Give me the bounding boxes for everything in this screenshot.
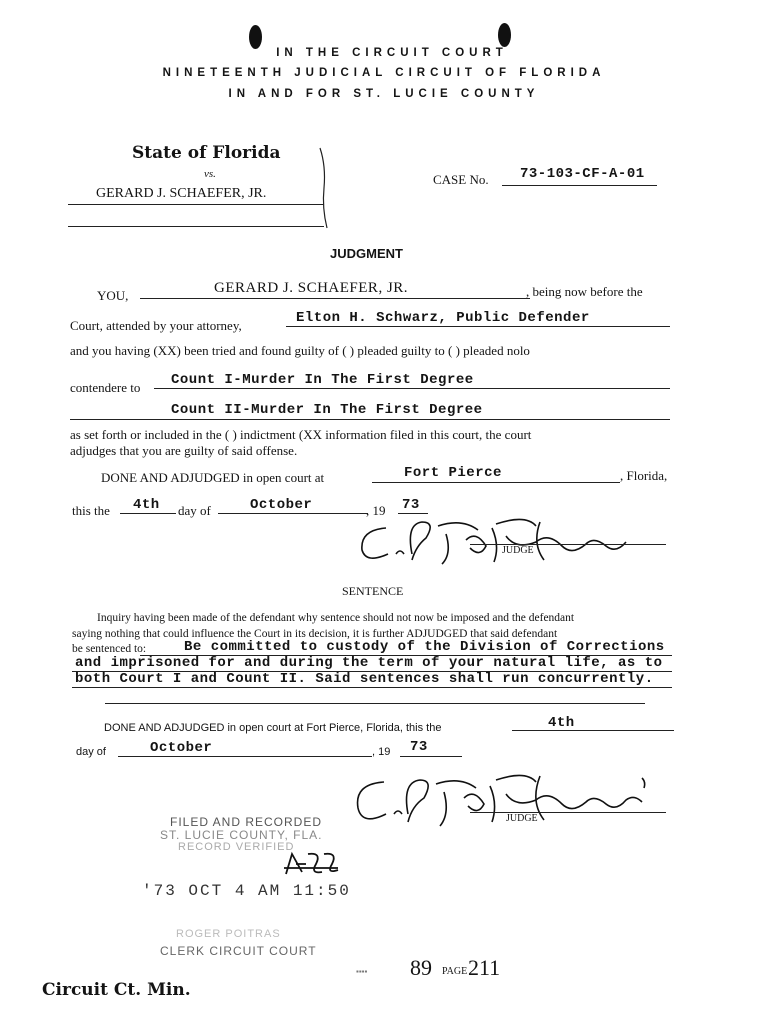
court-header-line3: IN AND FOR ST. LUCIE COUNTY (228, 88, 540, 100)
sentence-title: SENTENCE (342, 584, 404, 598)
punch-hole-right (498, 23, 511, 47)
judgment-place: Fort Pierce (404, 465, 502, 481)
sentence-text-1: Be committed to custody of the Division of Corrections (184, 639, 665, 655)
sentence-para-2: saying nothing that could influence the Court in its decision, it is further ADJUDGED that said defendant (72, 628, 558, 640)
state-of-florida: State of Florida (132, 143, 281, 163)
judge-label-1: JUDGE (502, 545, 534, 556)
sentence-done-adjudged: DONE AND ADJUDGED in open court at Fort Pierce, Florida, this the (104, 722, 442, 734)
sentence-text-2: and imprisoned for and during the term of your natural life, as to (75, 655, 663, 671)
count-1: Count I-Murder In The First Degree (171, 372, 474, 388)
judgment-month: October (250, 497, 313, 513)
day-of-label: day of (178, 503, 211, 518)
you-label: YOU, (97, 288, 129, 303)
attorney-name: Elton H. Schwarz, Public Defender (296, 310, 590, 326)
sentenced-to-label: be sentenced to: (72, 643, 147, 655)
having-text: and you having (XX) been tried and found guilty of ( ) pleaded guilty to ( ) pleaded nolo (70, 343, 530, 358)
sentence-day-of-label: day of (76, 746, 106, 758)
judge-label-2: JUDGE (506, 813, 538, 824)
judgment-defendant-name: GERARD J. SCHAEFER, JR. (214, 280, 409, 296)
stamp-datetime: '73 OCT 4 AM 11:50 (142, 882, 351, 900)
judgment-year-prefix: , 19 (366, 503, 386, 518)
court-attended-text: Court, attended by your attorney, (70, 318, 242, 333)
count-2: Count II-Murder In The First Degree (171, 402, 483, 418)
case-label: CASE No. (433, 172, 489, 187)
attorney-line (286, 326, 670, 327)
judgment-day-line (120, 513, 176, 514)
done-adjudged-text: DONE AND ADJUDGED in open court at (101, 470, 325, 485)
judgment-year: 73 (402, 497, 420, 513)
sentence-line-3 (72, 687, 672, 688)
court-header-line2: NINETEENTH JUDICIAL CIRCUIT OF FLORIDA (162, 67, 606, 79)
page-number: 211 (468, 955, 501, 980)
sentence-para-1: Inquiry having been made of the defendant why sentence should not now be imposed and the defendant (97, 612, 575, 624)
caption-rule-2 (68, 226, 324, 227)
contendere-label: contendere to (70, 380, 141, 395)
caption-brace (318, 146, 332, 230)
caption-defendant: GERARD J. SCHAEFER, JR. (96, 186, 267, 201)
circuit-ct-min: Circuit Ct. Min. (42, 980, 191, 1000)
count-1-line (154, 388, 670, 389)
sentence-text-3: both Court I and Count II. Said sentences shall run concurrently. (75, 671, 654, 687)
count-2-line (70, 419, 670, 420)
defendant-name-line (140, 298, 530, 299)
clerk-initials (282, 848, 342, 878)
book-page-mark: ▪▪▪▪ (356, 967, 368, 976)
sentence-line-4 (105, 703, 645, 704)
judge-line-1 (470, 544, 666, 545)
sentence-day: 4th (548, 715, 575, 731)
stamp-clerk-title: CLERK CIRCUIT COURT (160, 944, 317, 958)
sentence-day-line (512, 730, 674, 731)
sentence-year-line (400, 756, 462, 757)
punch-hole-left (249, 25, 262, 49)
court-header-line1: IN THE CIRCUIT COURT (276, 47, 508, 59)
stamp-record-verified: RECORD VERIFIED (178, 841, 295, 853)
adjudges-text: adjudges that you are guilty of said offense. (70, 443, 298, 458)
sentence-year-prefix: , 19 (372, 746, 391, 758)
sentence-month: October (150, 740, 213, 756)
judgment-month-line (218, 513, 368, 514)
florida-text: , Florida, (620, 468, 668, 483)
case-number-line (502, 185, 657, 186)
being-before-text: , being now before the (526, 284, 643, 299)
judgment-day: 4th (133, 497, 160, 513)
sentence-month-line (118, 756, 372, 757)
stamp-filed-recorded: FILED AND RECORDED (170, 815, 323, 829)
this-the-label: this the (72, 503, 110, 518)
case-number: 73-103-CF-A-01 (520, 166, 645, 182)
judgment-title: JUDGMENT (330, 246, 403, 261)
judge-signature-1 (356, 514, 676, 568)
stamp-clerk-name: ROGER POITRAS (176, 928, 281, 940)
page-label: PAGE (442, 966, 468, 977)
stamp-county: ST. LUCIE COUNTY, FLA. (160, 828, 323, 842)
sentence-year: 73 (410, 739, 428, 755)
book-number: 89 (410, 955, 432, 980)
place-line (372, 482, 620, 483)
set-forth-text: as set forth or included in the ( ) indictment (XX information filed in this court, the court (70, 427, 532, 442)
caption-rule-1 (68, 204, 324, 205)
judge-line-2 (470, 812, 666, 813)
vs-label: vs. (204, 168, 216, 180)
